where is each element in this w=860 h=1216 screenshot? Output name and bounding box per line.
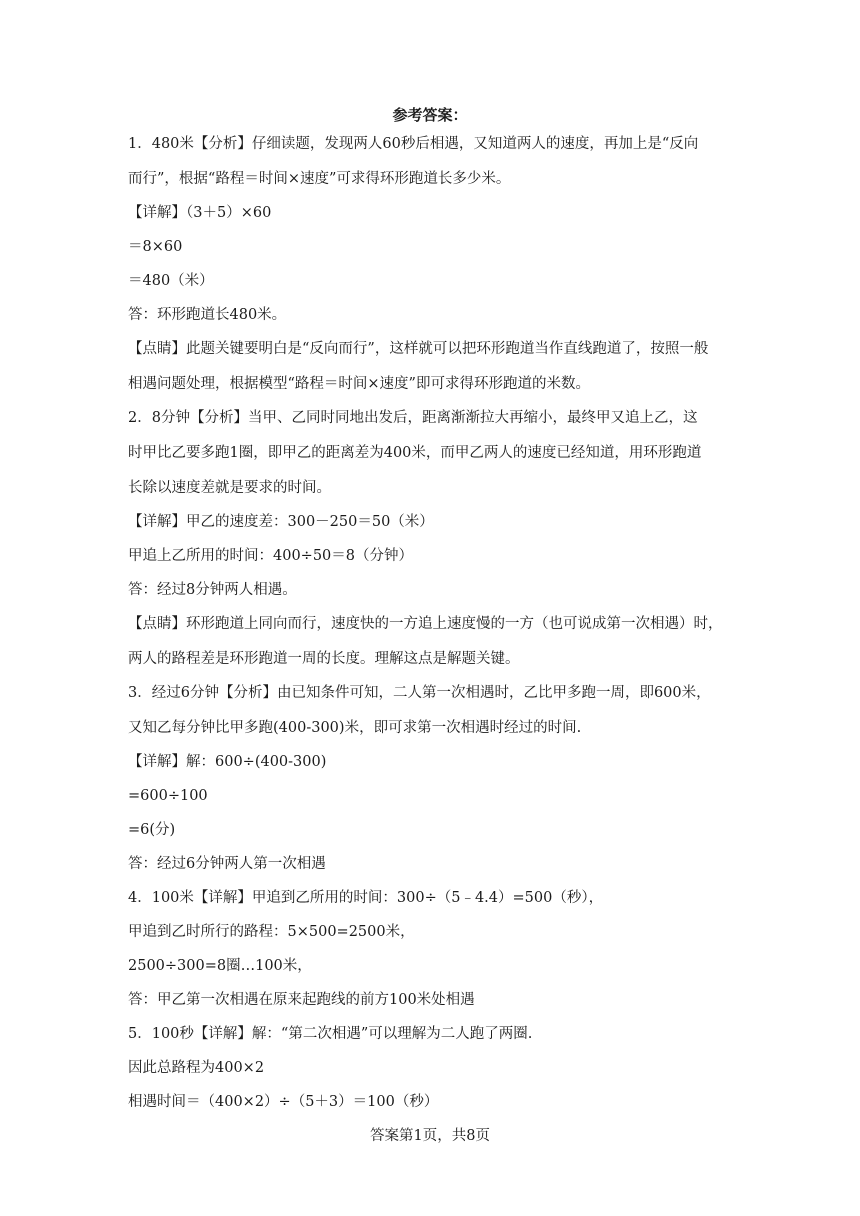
text-line: 答：环形跑道长480米。 <box>128 307 287 323</box>
text-line: 甲追到乙时所行的路程：5×500=2500米， <box>128 924 415 940</box>
text-line: 而行”，根据“路程＝时间×速度”可求得环形跑道长多少米。 <box>128 171 511 187</box>
text-line: =6(分) <box>128 822 176 838</box>
answer-content <box>128 132 734 1121</box>
page-footer: 答案第1页，共8页 <box>370 1128 490 1144</box>
text-line: 甲追上乙所用的时间：400÷50＝8（分钟） <box>128 548 414 564</box>
text-line: 2．8分钟【分析】当甲、乙同时同地出发后，距离渐渐拉大再缩小，最终甲又追上乙，这 <box>128 410 698 426</box>
text-line: 因此总路程为400×2 <box>128 1060 265 1076</box>
text-line: 两人的路程差是环形跑道一周的长度。理解这点是解题关键。 <box>128 651 520 667</box>
text-line: 又知乙每分钟比甲多跑(400-300)米，即可求第一次相遇时经过的时间. <box>128 720 582 736</box>
text-line: 【点睛】环形跑道上同向而行，速度快的一方追上速度慢的一方（也可说成第一次相遇）时， <box>128 616 723 632</box>
text-line: 相遇时间＝（400×2）÷（5＋3）＝100（秒） <box>128 1094 439 1110</box>
page-title: 参考答案： <box>392 106 468 124</box>
text-line: 相遇问题处理，根据模型“路程＝时间×速度”即可求得环形跑道的米数。 <box>128 376 590 392</box>
text-line: 【详解】（3＋5）×60 <box>128 205 272 221</box>
text-line: 2500÷300=8圈…100米， <box>128 958 312 974</box>
text-line: 时甲比乙要多跑1圈，即甲乙的距离差为400米，而甲乙两人的速度已经知道，用环形跑道 <box>128 445 702 461</box>
text-line: ＝8×60 <box>128 239 183 255</box>
text-line: 3．经过6分钟【分析】由已知条件可知，二人第一次相遇时，乙比甲多跑一周，即600米， <box>128 685 711 701</box>
text-line: 答：甲乙第一次相遇在原来起跑线的前方100米处相遇 <box>128 992 475 1008</box>
text-line: 答：经过8分钟两人相遇。 <box>128 582 297 598</box>
text-line: 【详解】甲乙的速度差：300－250＝50（米） <box>128 514 434 530</box>
text-line: 【详解】解：600÷(400-300) <box>128 754 327 770</box>
text-line: 4．100米【详解】甲追到乙所用的时间：300÷（5﹣4.4）=500（秒）， <box>128 890 604 906</box>
text-line: 5．100秒【详解】解：“第二次相遇”可以理解为二人跑了两圈. <box>128 1026 533 1042</box>
text-line: 【点睛】此题关键要明白是“反向而行”，这样就可以把环形跑道当作直线跑道了，按照一般 <box>128 341 709 357</box>
text-line: ＝480（米） <box>128 273 214 289</box>
text-line: 1．480米【分析】仔细读题，发现两人60秒后相遇，又知道两人的速度，再加上是“反向 <box>128 136 699 152</box>
text-line: 答：经过6分钟两人第一次相遇 <box>128 856 326 872</box>
text-line: =600÷100 <box>128 788 208 804</box>
text-line: 长除以速度差就是要求的时间。 <box>128 480 331 496</box>
